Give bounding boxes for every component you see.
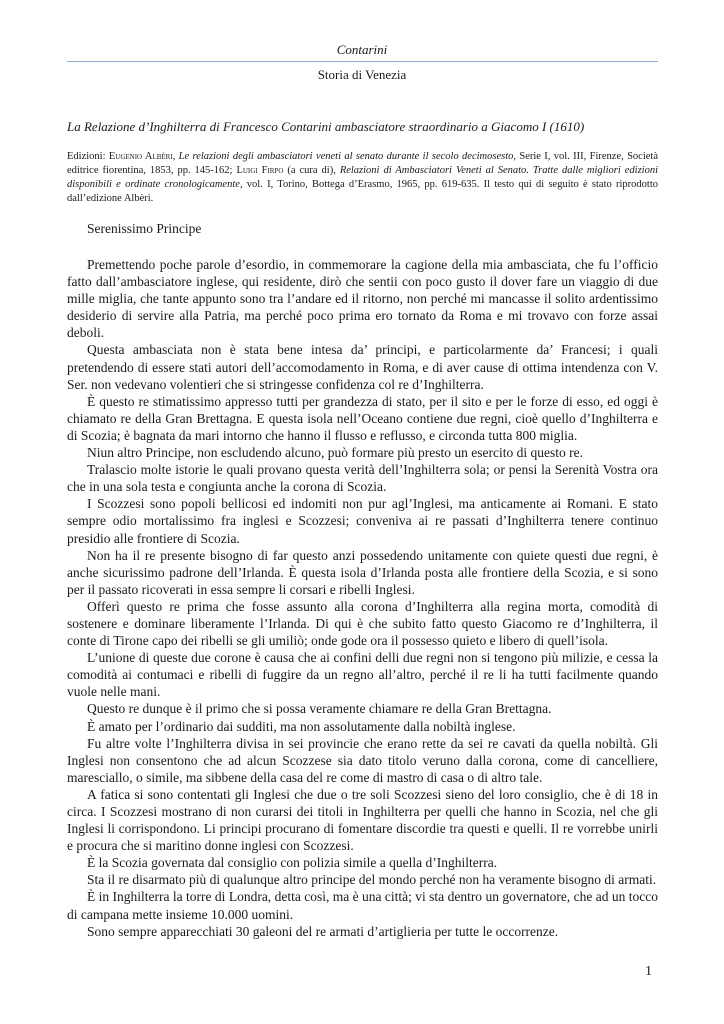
paragraph: Questo re dunque è il primo che si possa veramente chiamare re della Gran Brettagna. [87, 701, 552, 717]
editor-2: Luigi Firpo [236, 165, 284, 176]
running-header-subtitle: Storia di Venezia [317, 67, 407, 82]
paragraph: Sta il re disarmato più di qualunque altro principe del mondo perché non ha veramente bisogno di armati. [87, 872, 657, 888]
paragraph: È amato per l’ordinario dai sudditi, ma non assolutamente dalla nobiltà inglese. [87, 718, 516, 734]
salutation: Serenissimo Principe [87, 221, 202, 236]
editions-mid-2: (a cura di), [283, 165, 340, 176]
paragraph: I Scozzesi sono popoli bellicosi ed indomiti non pur agl’Inglesi, ma anticamente ai Romani. E stato sempre odio mortalissimo fra inglesi e Scozzesi; conveniva ai re passati d’Inghilterra tenere continuo presidio alle frontiere di Scozia. [67, 496, 658, 546]
paragraph: L’unione di queste due corone è causa che ai confini delli due regni non si tengono più milizie, e cessa la comodità ai contumaci e ribelli di fuggire da un regno all’altro, perché il re li ha tutti facilmente quando vuole nelle mani. [67, 650, 658, 700]
work-1: Le relazioni degli ambasciatori veneti al senato durante il secolo decimosesto [178, 151, 514, 162]
paragraph: Offerì questo re prima che fosse assunto alla corona d’Inghilterra alla regina morta, comodità di sostenere e dominare liberamente l’Irlanda. Di qui è che subito fatto questo Giacomo re d’Inghilterra, il conte di Tirone capo dei ribelli se gli umiliò; onde gode ora il possesso quieto e libero di quell’isola. [67, 598, 658, 649]
editions-rest-2: , vol. I, Torino, Bottega d’Erasmo, 1965, pp. 619-635. Il testo qui di seguito è stato riprodotto dall’edizione Albèri. [67, 179, 658, 204]
editions-label: Edizioni: [67, 151, 109, 162]
paragraph: Sono sempre apparecchiati 30 galeoni del re armati d’artiglieria per tutte le occorrenze. [87, 923, 559, 939]
paragraph: Premettendo poche parole d’esordio, in commemorare la cagione della mia ambasciata, che fu l’officio fatto dall’ambasciatore inglese, qui residente, dirò che sentii con poco gusto il dover fare un viaggio di due mille miglia, che tante appunto sono tra l’andare ed il ritorno, non perché mi mancasse il solito ardentissimo desiderio di servire alla Patria, ma perché poco prima ero tornato da Roma e mi trovavo con forze assai deboli. [67, 257, 658, 341]
body-text [67, 256, 658, 940]
paragraph: Questa ambasciata non è stata bene intesa da’ principi, e particolarmente da’ Francesi; i quali pretendendo di essere stati autori dell’accomodamento in Roma, e di aver cause di ottima intendenza con V. Ser. non vedevano volentieri che si stringesse confidenza col re d’Inghilterra. [67, 342, 658, 392]
editor-1: Eugenio Albèri [108, 151, 173, 162]
editions-rest-1: , Serie I, vol. III, Firenze, Società editrice fiorentina, 1853, pp. 145-162; [67, 151, 658, 176]
paragraph: Fu altre volte l’Inghilterra divisa in sei provincie che erano rette da sei re cavati da quella nobiltà. Gli Inglesi non consentono che ad alcun Scozzese sia dato titolo veruno dalla corona, come di cancelliere, maresciallo, o simile, ma sibbene della casa del re come di mastro di casa o di altro tale. [67, 735, 658, 785]
running-header-author: Contarini [336, 42, 388, 57]
editions-sep: , [172, 151, 179, 162]
paragraph: È la Scozia governata dal consiglio con polizia simile a quella d’Inghilterra. [87, 855, 498, 871]
paragraph: Tralascio molte istorie le quali provano questa verità dell’Inghilterra sola; or pensi la Serenità Vostra ora che in una sola testa e congiunta anche la corona di Scozia. [67, 462, 658, 495]
work-2: Relazioni di Ambasciatori Veneti al Senato. Tratte dalle migliori edizioni disponibili e ordinate cronologicamente [67, 165, 658, 190]
paragraph: È questo re stimatissimo appresso tutti per grandezza di stato, per il sito e per le forze di esso, ed oggi è chiamato re della Gran Brettagna. E questa isola nell’Oceano contiene due regni, cioè quello d’Inghilterra e di Scozia; è bagnata da mari intorno che hanno il flusso e reflusso, e circonda tutta 800 miglia. [67, 393, 658, 443]
page-number: 1 [645, 964, 652, 979]
document-title: La Relazione d’Inghilterra di Francesco Contarini ambasciatore straordinario a Giacomo I (1610) [67, 119, 585, 134]
header-divider [67, 61, 658, 62]
paragraph: Niun altro Principe, non escludendo alcuno, può formare più presto un esercito di questo re. [87, 445, 583, 461]
editions-note [67, 150, 658, 206]
paragraph: Non ha il re presente bisogno di far questo anzi possedendo unitamente con quiete questi due regni, è anche sicurissimo padrone dell’Irlanda. È questa isola d’Irlanda posta alle frontiere della Scozia, e si sono per il passato ricoverati in essa sempre li corsari e ribelli Inglesi. [67, 547, 658, 597]
paragraph: A fatica si sono contentati gli Inglesi che due o tre soli Scozzesi sieno del loro consiglio, che è di 18 in circa. I Scozzesi mostrano di non curarsi dei titoli in Inghilterra per quelli che hanno in Scozia, nel che gli Inglesi li corrispondono. Li principi procurano di fomentare discordie tra questi e quelli. Il re vorrebbe unirli e procura che si maritino donne inglesi con Scozzesi. [67, 786, 658, 854]
paragraph: È in Inghilterra la torre di Londra, detta così, ma è una città; vi sta dentro un governatore, che ad un tocco di campana mette insieme 10.000 uomini. [67, 889, 658, 922]
